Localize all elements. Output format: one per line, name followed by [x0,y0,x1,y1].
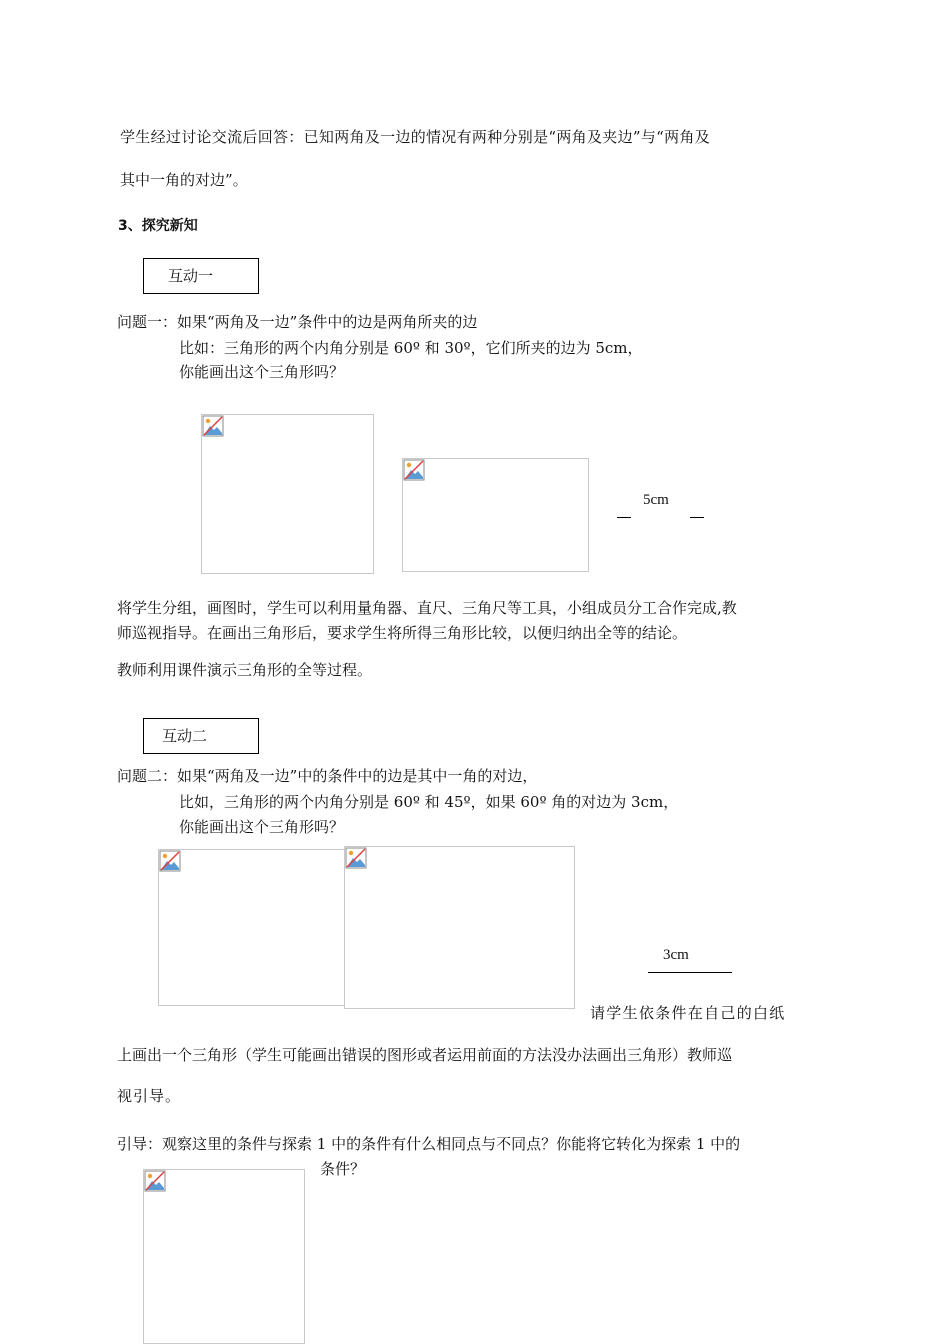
segment-tick-left [617,517,631,518]
broken-image-icon [403,459,425,481]
question-2-line-2: 比如，三角形的两个内角分别是 60º 和 45º，如果 60º 角的对边为 3cm， [179,793,679,811]
paragraph-2-line-1: 将学生分组，画图时，学生可以利用量角器、直尺、三角尺等工具，小组成员分工合作完成,教 [117,599,737,617]
broken-image-icon [202,415,224,437]
figure-image-2 [402,458,589,572]
segment-label-5cm: 5cm [643,492,669,508]
section-heading: 3、探究新知 [118,218,198,234]
paragraph-3-line-3: 视引导。 [117,1087,182,1105]
paragraph-4-line-1: 引导：观察这里的条件与探索 1 中的条件有什么相同点与不同点？你能将它转化为探索 1 中的 [117,1135,741,1153]
paragraph-3-line-1: 请学生依条件在自己的白纸 [590,1004,786,1022]
interaction-2-label: 互动二 [162,727,208,745]
paragraph-2-line-3: 教师利用课件演示三角形的全等过程。 [117,661,373,679]
segment-tick-right [690,517,704,518]
figure-image-5 [143,1169,305,1344]
segment-3cm-line [648,972,732,973]
question-2-line-3: 你能画出这个三角形吗？ [179,818,345,836]
broken-image-icon [159,850,181,872]
question-1-line-2: 比如：三角形的两个内角分别是 60º 和 30º，它们所夹的边为 5cm， [179,339,643,357]
paragraph-1-line-2: 其中一角的对边”。 [120,171,248,189]
paragraph-4-line-2: 条件？ [320,1160,366,1178]
interaction-1-label: 互动一 [168,267,214,285]
figure-image-1 [201,414,374,574]
paragraph-1-line-1: 学生经过讨论交流后回答：已知两角及一边的情况有两种分别是“两角及夹边”与“两角及 [120,128,711,146]
question-1-line-1: 问题一：如果“两角及一边”条件中的边是两角所夹的边 [117,313,478,331]
interaction-2-box [143,718,259,754]
question-2-line-1: 问题二：如果“两角及一边”中的条件中的边是其中一角的对边， [117,767,538,785]
figure-image-4 [344,846,575,1009]
question-1-line-3: 你能画出这个三角形吗？ [179,363,345,381]
paragraph-2-line-2: 师巡视指导。在画出三角形后，要求学生将所得三角形比较，以便归纳出全等的结论。 [117,624,688,642]
interaction-1-box [143,258,259,294]
broken-image-icon [345,847,367,869]
broken-image-icon [144,1170,166,1192]
figure-image-3 [158,849,346,1006]
paragraph-3-line-2: 上画出一个三角形（学生可能画出错误的图形或者运用前面的方法没办法画出三角形）教师巡 [117,1046,733,1064]
segment-label-3cm: 3cm [663,947,689,963]
